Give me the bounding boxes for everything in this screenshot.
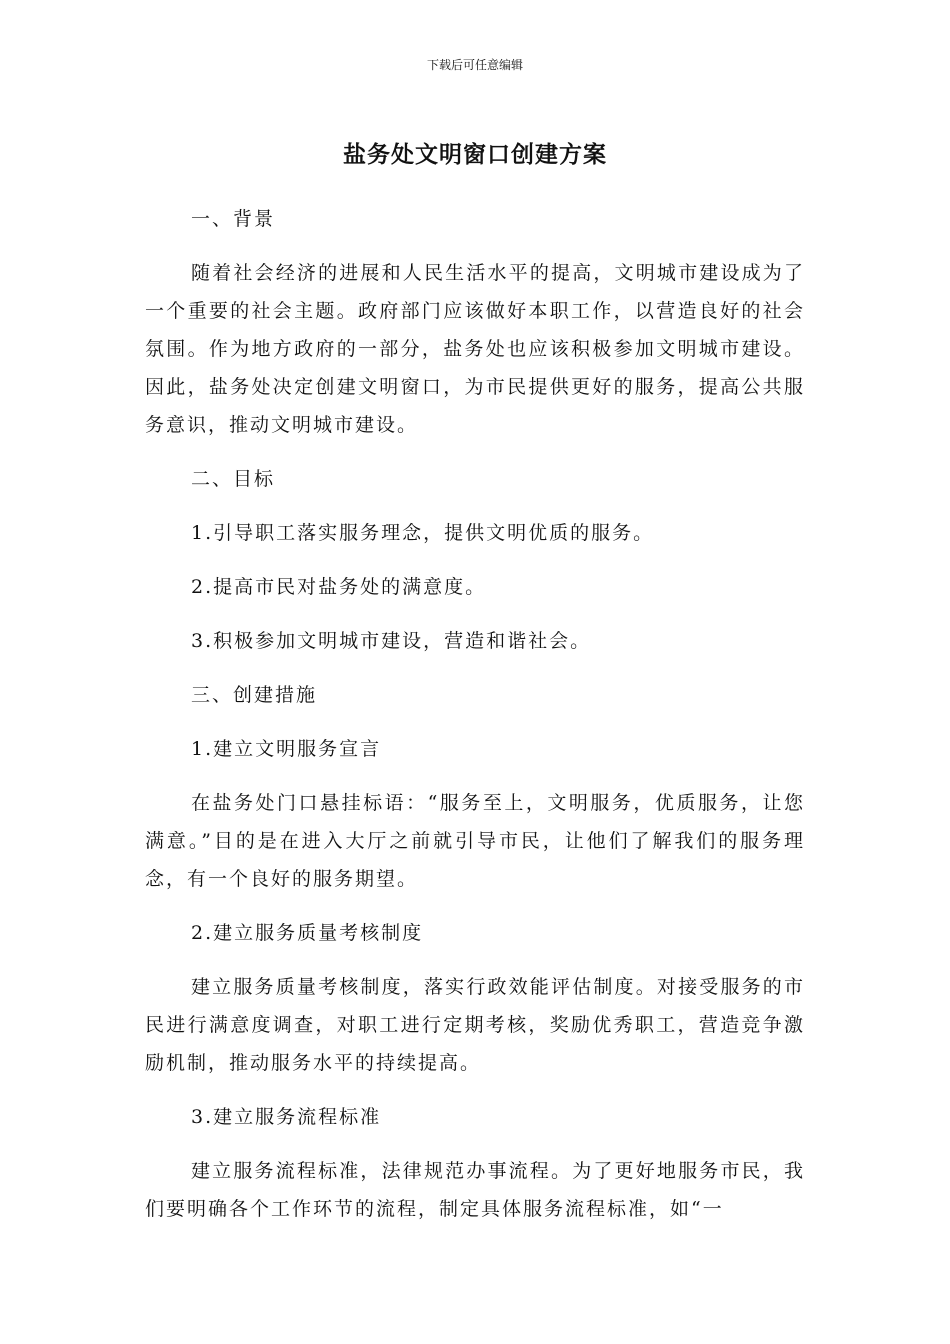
measure-subheading: 1.建立文明服务宣言 — [191, 738, 382, 760]
measure-paragraph: 建立服务流程标准，法律规范办事流程。为了更好地服务市民，我们要明确各个工作环节的流程，制定具体服务流程标准，如“一 — [145, 1160, 805, 1220]
section-heading-goals: 二、目标 — [191, 468, 276, 490]
measure-subheading: 2.建立服务质量考核制度 — [191, 922, 424, 944]
goal-item: 2.提高市民对盐务处的满意度。 — [191, 576, 487, 598]
measure-subheading: 3.建立服务流程标准 — [191, 1106, 382, 1128]
goal-item: 1.引导职工落实服务理念，提供文明优质的服务。 — [191, 522, 655, 544]
header-note: 下载后可任意编辑 — [426, 58, 523, 72]
section-heading-background: 一、背景 — [191, 208, 276, 230]
goal-item: 3.积极参加文明城市建设，营造和谐社会。 — [191, 630, 592, 652]
document-body — [145, 200, 805, 1228]
background-paragraph: 随着社会经济的进展和人民生活水平的提高，文明城市建设成为了一个重要的社会主题。政府部门应该做好本职工作，以营造良好的社会氛围。作为地方政府的一部分，盐务处也应该积极参加文明城市建设。因此，盐务处决定创建文明窗口，为市民提供更好的服务，提高公共服务意识，推动文明城市建设。 — [145, 262, 805, 436]
document-title: 盐务处文明窗口创建方案 — [343, 142, 607, 168]
measure-paragraph: 建立服务质量考核制度，落实行政效能评估制度。对接受服务的市民进行满意度调查，对职工进行定期考核，奖励优秀职工，营造竞争激励机制，推动服务水平的持续提高。 — [145, 976, 805, 1074]
measure-paragraph: 在盐务处门口悬挂标语：“服务至上，文明服务，优质服务，让您满意。”目的是在进入大厅之前就引导市民，让他们了解我们的服务理念，有一个良好的服务期望。 — [145, 792, 805, 890]
section-heading-measures: 三、创建措施 — [191, 684, 318, 706]
